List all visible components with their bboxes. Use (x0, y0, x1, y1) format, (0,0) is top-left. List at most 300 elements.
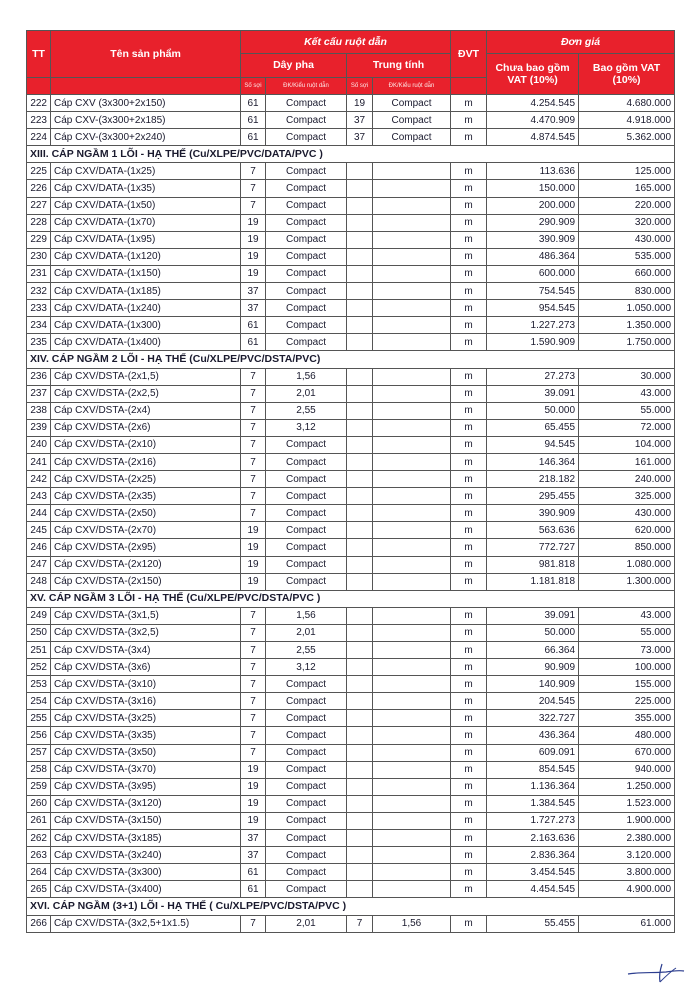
row-neutral-strands (347, 453, 373, 470)
row-tt: 258 (27, 761, 51, 778)
row-price-excl-vat: 854.545 (487, 761, 579, 778)
row-unit: m (451, 539, 487, 556)
row-product-name: Cáp CXV/DSTA-(2x2,5) (51, 385, 241, 402)
row-unit: m (451, 419, 487, 436)
row-price-incl-vat: 30.000 (579, 368, 675, 385)
row-product-name: Cáp CXV/DSTA-(3x4) (51, 642, 241, 659)
row-phase-diameter: Compact (266, 95, 347, 112)
row-neutral-strands: 7 (347, 915, 373, 932)
row-unit: m (451, 812, 487, 829)
row-product-name: Cáp CXV/DSTA-(2x50) (51, 505, 241, 522)
row-unit: m (451, 197, 487, 214)
row-phase-strands: 7 (241, 436, 266, 453)
row-neutral-strands (347, 248, 373, 265)
row-product-name: Cáp CXV/DATA-(1x400) (51, 334, 241, 351)
row-neutral-diameter (373, 693, 451, 710)
price-table (26, 30, 675, 933)
row-neutral-strands (347, 385, 373, 402)
table-header (27, 31, 675, 95)
row-phase-diameter: Compact (266, 265, 347, 282)
table-row (27, 436, 675, 453)
row-phase-diameter: Compact (266, 471, 347, 488)
row-phase-diameter: 2,01 (266, 915, 347, 932)
row-phase-strands: 19 (241, 231, 266, 248)
row-tt: 249 (27, 607, 51, 624)
row-price-incl-vat: 1.750.000 (579, 334, 675, 351)
row-neutral-diameter (373, 847, 451, 864)
phase-diameter-header: ĐK/Kiểu ruột dẫn (266, 78, 347, 95)
row-tt: 236 (27, 368, 51, 385)
row-price-excl-vat: 66.364 (487, 642, 579, 659)
row-neutral-diameter (373, 522, 451, 539)
row-phase-diameter: Compact (266, 505, 347, 522)
row-price-incl-vat: 320.000 (579, 214, 675, 231)
row-product-name: Cáp CXV/DSTA-(3x70) (51, 761, 241, 778)
row-neutral-strands: 19 (347, 95, 373, 112)
row-phase-strands: 7 (241, 488, 266, 505)
row-tt: 253 (27, 676, 51, 693)
row-tt: 266 (27, 915, 51, 932)
row-price-excl-vat: 50.000 (487, 624, 579, 641)
row-phase-diameter: Compact (266, 795, 347, 812)
row-price-incl-vat: 4.900.000 (579, 881, 675, 898)
row-product-name: Cáp CXV/DATA-(1x25) (51, 163, 241, 180)
row-neutral-strands (347, 556, 373, 573)
row-neutral-strands (347, 761, 373, 778)
row-tt: 239 (27, 419, 51, 436)
row-price-excl-vat: 94.545 (487, 436, 579, 453)
row-product-name: Cáp CXV/DSTA-(2x4) (51, 402, 241, 419)
row-price-excl-vat: 4.470.909 (487, 112, 579, 129)
row-neutral-strands (347, 795, 373, 812)
row-price-incl-vat: 3.800.000 (579, 864, 675, 881)
row-phase-diameter: Compact (266, 453, 347, 470)
row-phase-diameter: Compact (266, 539, 347, 556)
empty-header-cell (51, 78, 241, 95)
section-row (27, 898, 675, 915)
signature-mark (626, 960, 686, 984)
row-phase-strands: 61 (241, 112, 266, 129)
row-unit: m (451, 402, 487, 419)
row-price-incl-vat: 240.000 (579, 471, 675, 488)
row-price-incl-vat: 430.000 (579, 231, 675, 248)
table-row (27, 317, 675, 334)
row-phase-strands: 19 (241, 265, 266, 282)
section-title: XIV. CÁP NGẦM 2 LÕI - HẠ THẾ (Cu/XLPE/PVC/DSTA/PVC) (27, 351, 675, 368)
row-phase-strands: 19 (241, 539, 266, 556)
row-neutral-strands (347, 693, 373, 710)
row-unit: m (451, 727, 487, 744)
row-neutral-diameter: 1,56 (373, 915, 451, 932)
row-unit: m (451, 573, 487, 590)
row-price-incl-vat: 220.000 (579, 197, 675, 214)
row-price-incl-vat: 325.000 (579, 488, 675, 505)
table-row (27, 471, 675, 488)
row-price-excl-vat: 1.136.364 (487, 778, 579, 795)
row-phase-strands: 19 (241, 214, 266, 231)
row-neutral-diameter: Compact (373, 95, 451, 112)
row-product-name: Cáp CXV/DSTA-(2x150) (51, 573, 241, 590)
row-phase-diameter: Compact (266, 334, 347, 351)
row-tt: 231 (27, 265, 51, 282)
row-neutral-diameter (373, 248, 451, 265)
row-price-excl-vat: 390.909 (487, 231, 579, 248)
row-phase-diameter: Compact (266, 573, 347, 590)
row-neutral-strands (347, 283, 373, 300)
row-price-incl-vat: 480.000 (579, 727, 675, 744)
row-neutral-diameter (373, 727, 451, 744)
row-neutral-diameter (373, 300, 451, 317)
row-unit: m (451, 624, 487, 641)
row-product-name: Cáp CXV/DSTA-(2x35) (51, 488, 241, 505)
row-price-excl-vat: 390.909 (487, 505, 579, 522)
row-product-name: Cáp CXV/DSTA-(3x300) (51, 864, 241, 881)
table-row (27, 112, 675, 129)
row-neutral-diameter (373, 197, 451, 214)
row-neutral-diameter (373, 180, 451, 197)
row-product-name: Cáp CXV-(3x300+2x185) (51, 112, 241, 129)
row-price-excl-vat: 3.454.545 (487, 864, 579, 881)
row-phase-diameter: Compact (266, 693, 347, 710)
row-phase-strands: 7 (241, 744, 266, 761)
row-phase-diameter: Compact (266, 830, 347, 847)
row-unit: m (451, 505, 487, 522)
row-neutral-strands (347, 881, 373, 898)
row-price-incl-vat: 535.000 (579, 248, 675, 265)
row-product-name: Cáp CXV/DSTA-(3x185) (51, 830, 241, 847)
row-price-excl-vat: 754.545 (487, 283, 579, 300)
row-unit: m (451, 710, 487, 727)
table-row (27, 864, 675, 881)
row-neutral-strands (347, 488, 373, 505)
row-unit: m (451, 676, 487, 693)
row-tt: 225 (27, 163, 51, 180)
row-phase-diameter: Compact (266, 727, 347, 744)
col-incl-vat-header: Bao gồm VAT (10%) (579, 54, 675, 95)
row-price-excl-vat: 55.455 (487, 915, 579, 932)
row-neutral-strands (347, 471, 373, 488)
row-phase-strands: 7 (241, 676, 266, 693)
row-phase-strands: 7 (241, 659, 266, 676)
row-neutral-diameter (373, 402, 451, 419)
table-row (27, 505, 675, 522)
row-phase-strands: 7 (241, 402, 266, 419)
table-row (27, 693, 675, 710)
row-price-excl-vat: 50.000 (487, 402, 579, 419)
row-tt: 246 (27, 539, 51, 556)
row-tt: 237 (27, 385, 51, 402)
row-neutral-diameter (373, 607, 451, 624)
row-phase-diameter: 2,01 (266, 385, 347, 402)
row-product-name: Cáp CXV/DSTA-(2x6) (51, 419, 241, 436)
row-phase-strands: 7 (241, 385, 266, 402)
row-phase-diameter: Compact (266, 778, 347, 795)
row-price-incl-vat: 3.120.000 (579, 847, 675, 864)
row-phase-diameter: Compact (266, 710, 347, 727)
row-price-excl-vat: 295.455 (487, 488, 579, 505)
col-structure-header: Kết cấu ruột dẫn (241, 31, 451, 54)
row-price-incl-vat: 55.000 (579, 624, 675, 641)
row-price-excl-vat: 1.384.545 (487, 795, 579, 812)
row-neutral-strands (347, 539, 373, 556)
table-row (27, 129, 675, 146)
table-row (27, 180, 675, 197)
row-phase-strands: 7 (241, 180, 266, 197)
row-neutral-diameter: Compact (373, 129, 451, 146)
row-phase-strands: 19 (241, 248, 266, 265)
row-neutral-strands (347, 573, 373, 590)
row-price-excl-vat: 218.182 (487, 471, 579, 488)
row-price-excl-vat: 1.590.909 (487, 334, 579, 351)
row-phase-strands: 7 (241, 624, 266, 641)
row-phase-diameter: Compact (266, 812, 347, 829)
row-price-incl-vat: 1.080.000 (579, 556, 675, 573)
row-tt: 261 (27, 812, 51, 829)
row-price-incl-vat: 1.350.000 (579, 317, 675, 334)
row-phase-diameter: Compact (266, 300, 347, 317)
row-neutral-strands (347, 607, 373, 624)
row-neutral-diameter (373, 505, 451, 522)
row-price-incl-vat: 2.380.000 (579, 830, 675, 847)
row-neutral-diameter (373, 385, 451, 402)
row-phase-diameter: Compact (266, 231, 347, 248)
row-phase-diameter: Compact (266, 436, 347, 453)
row-price-incl-vat: 940.000 (579, 761, 675, 778)
row-price-incl-vat: 125.000 (579, 163, 675, 180)
row-neutral-strands (347, 419, 373, 436)
row-phase-strands: 37 (241, 830, 266, 847)
row-unit: m (451, 915, 487, 932)
row-product-name: Cáp CXV/DATA-(1x185) (51, 283, 241, 300)
row-neutral-diameter (373, 642, 451, 659)
row-price-excl-vat: 486.364 (487, 248, 579, 265)
row-neutral-diameter (373, 163, 451, 180)
row-neutral-diameter (373, 761, 451, 778)
row-neutral-strands (347, 778, 373, 795)
row-product-name: Cáp CXV/DSTA-(3x400) (51, 881, 241, 898)
row-phase-diameter: Compact (266, 180, 347, 197)
row-product-name: Cáp CXV/DATA-(1x35) (51, 180, 241, 197)
table-row (27, 368, 675, 385)
row-phase-strands: 61 (241, 334, 266, 351)
table-row (27, 915, 675, 932)
table-row (27, 624, 675, 641)
table-row (27, 812, 675, 829)
row-price-excl-vat: 150.000 (487, 180, 579, 197)
table-row (27, 214, 675, 231)
row-neutral-strands: 37 (347, 129, 373, 146)
row-phase-diameter: Compact (266, 317, 347, 334)
row-unit: m (451, 163, 487, 180)
row-neutral-diameter (373, 778, 451, 795)
row-neutral-strands (347, 402, 373, 419)
row-neutral-diameter (373, 744, 451, 761)
row-price-excl-vat: 140.909 (487, 676, 579, 693)
section-title: XIII. CÁP NGẦM 1 LÕI - HẠ THẾ (Cu/XLPE/PVC/DATA/PVC ) (27, 146, 675, 163)
row-price-incl-vat: 5.362.000 (579, 129, 675, 146)
row-price-incl-vat: 1.300.000 (579, 573, 675, 590)
row-price-excl-vat: 436.364 (487, 727, 579, 744)
row-phase-strands: 7 (241, 471, 266, 488)
row-price-incl-vat: 660.000 (579, 265, 675, 282)
row-price-excl-vat: 204.545 (487, 693, 579, 710)
row-price-incl-vat: 61.000 (579, 915, 675, 932)
row-phase-diameter: 3,12 (266, 419, 347, 436)
row-phase-diameter: 1,56 (266, 607, 347, 624)
row-product-name: Cáp CXV/DSTA-(3x25) (51, 710, 241, 727)
row-phase-diameter: Compact (266, 864, 347, 881)
row-neutral-diameter (373, 231, 451, 248)
row-neutral-diameter (373, 419, 451, 436)
row-price-excl-vat: 954.545 (487, 300, 579, 317)
row-unit: m (451, 453, 487, 470)
row-price-incl-vat: 670.000 (579, 744, 675, 761)
row-neutral-diameter (373, 283, 451, 300)
row-phase-strands: 37 (241, 847, 266, 864)
table-row (27, 556, 675, 573)
col-excl-vat-header: Chưa bao gồm VAT (10%) (487, 54, 579, 95)
row-unit: m (451, 847, 487, 864)
row-neutral-diameter (373, 830, 451, 847)
row-neutral-strands (347, 727, 373, 744)
row-neutral-strands (347, 436, 373, 453)
row-phase-diameter: 2,01 (266, 624, 347, 641)
row-unit: m (451, 830, 487, 847)
row-product-name: Cáp CXV-(3x300+2x240) (51, 129, 241, 146)
row-neutral-diameter (373, 265, 451, 282)
row-price-excl-vat: 2.163.636 (487, 830, 579, 847)
neutral-strands-header: Số sợi (347, 78, 373, 95)
table-row (27, 334, 675, 351)
row-phase-strands: 61 (241, 129, 266, 146)
table-row (27, 197, 675, 214)
row-neutral-diameter (373, 368, 451, 385)
row-neutral-diameter (373, 573, 451, 590)
row-price-incl-vat: 430.000 (579, 505, 675, 522)
row-unit: m (451, 522, 487, 539)
row-unit: m (451, 248, 487, 265)
row-price-excl-vat: 90.909 (487, 659, 579, 676)
row-price-excl-vat: 39.091 (487, 385, 579, 402)
table-row (27, 676, 675, 693)
row-unit: m (451, 368, 487, 385)
row-tt: 263 (27, 847, 51, 864)
table-row (27, 488, 675, 505)
row-tt: 252 (27, 659, 51, 676)
table-row (27, 727, 675, 744)
row-price-excl-vat: 1.227.273 (487, 317, 579, 334)
row-phase-strands: 61 (241, 864, 266, 881)
row-price-excl-vat: 563.636 (487, 522, 579, 539)
table-row (27, 163, 675, 180)
row-unit: m (451, 693, 487, 710)
col-neutral-header: Trung tính (347, 54, 451, 78)
row-unit: m (451, 488, 487, 505)
table-row (27, 573, 675, 590)
row-unit: m (451, 334, 487, 351)
table-row (27, 847, 675, 864)
table-row (27, 881, 675, 898)
row-product-name: Cáp CXV/DSTA-(2x10) (51, 436, 241, 453)
table-row (27, 761, 675, 778)
row-tt: 256 (27, 727, 51, 744)
row-product-name: Cáp CXV/DSTA-(3x50) (51, 744, 241, 761)
row-tt: 234 (27, 317, 51, 334)
row-product-name: Cáp CXV/DSTA-(3x150) (51, 812, 241, 829)
row-neutral-diameter (373, 676, 451, 693)
row-neutral-diameter (373, 624, 451, 641)
row-phase-strands: 61 (241, 881, 266, 898)
row-neutral-strands (347, 864, 373, 881)
table-row (27, 402, 675, 419)
col-product-header: Tên sản phẩm (51, 31, 241, 78)
table-row (27, 795, 675, 812)
row-price-excl-vat: 322.727 (487, 710, 579, 727)
row-phase-strands: 61 (241, 95, 266, 112)
row-phase-diameter: Compact (266, 112, 347, 129)
row-unit: m (451, 744, 487, 761)
row-unit: m (451, 471, 487, 488)
row-unit: m (451, 112, 487, 129)
row-product-name: Cáp CXV/DSTA-(3x95) (51, 778, 241, 795)
row-product-name: Cáp CXV/DSTA-(3x6) (51, 659, 241, 676)
row-tt: 243 (27, 488, 51, 505)
row-phase-diameter: Compact (266, 197, 347, 214)
table-row (27, 744, 675, 761)
row-product-name: Cáp CXV/DATA-(1x150) (51, 265, 241, 282)
row-tt: 245 (27, 522, 51, 539)
row-phase-diameter: Compact (266, 881, 347, 898)
row-neutral-strands (347, 197, 373, 214)
table-row (27, 642, 675, 659)
row-neutral-strands (347, 265, 373, 282)
row-tt: 251 (27, 642, 51, 659)
table-body (27, 95, 675, 933)
row-price-incl-vat: 72.000 (579, 419, 675, 436)
row-phase-diameter: Compact (266, 283, 347, 300)
row-neutral-diameter (373, 334, 451, 351)
row-neutral-strands: 37 (347, 112, 373, 129)
table-row (27, 453, 675, 470)
row-phase-diameter: 3,12 (266, 659, 347, 676)
row-phase-strands: 7 (241, 727, 266, 744)
row-phase-strands: 19 (241, 795, 266, 812)
row-unit: m (451, 129, 487, 146)
row-price-excl-vat: 609.091 (487, 744, 579, 761)
row-tt: 265 (27, 881, 51, 898)
row-price-incl-vat: 104.000 (579, 436, 675, 453)
row-price-excl-vat: 772.727 (487, 539, 579, 556)
row-unit: m (451, 607, 487, 624)
row-neutral-diameter (373, 659, 451, 676)
row-price-excl-vat: 600.000 (487, 265, 579, 282)
row-price-incl-vat: 73.000 (579, 642, 675, 659)
row-phase-strands: 7 (241, 368, 266, 385)
table-row (27, 539, 675, 556)
row-tt: 233 (27, 300, 51, 317)
row-neutral-diameter (373, 317, 451, 334)
row-neutral-diameter (373, 881, 451, 898)
row-price-excl-vat: 981.818 (487, 556, 579, 573)
row-product-name: Cáp CXV/DSTA-(3x2,5) (51, 624, 241, 641)
row-neutral-strands (347, 830, 373, 847)
section-row (27, 146, 675, 163)
row-product-name: Cáp CXV/DSTA-(2x16) (51, 453, 241, 470)
table-row (27, 778, 675, 795)
table-row (27, 607, 675, 624)
col-phase-header: Dây pha (241, 54, 347, 78)
row-neutral-strands (347, 659, 373, 676)
